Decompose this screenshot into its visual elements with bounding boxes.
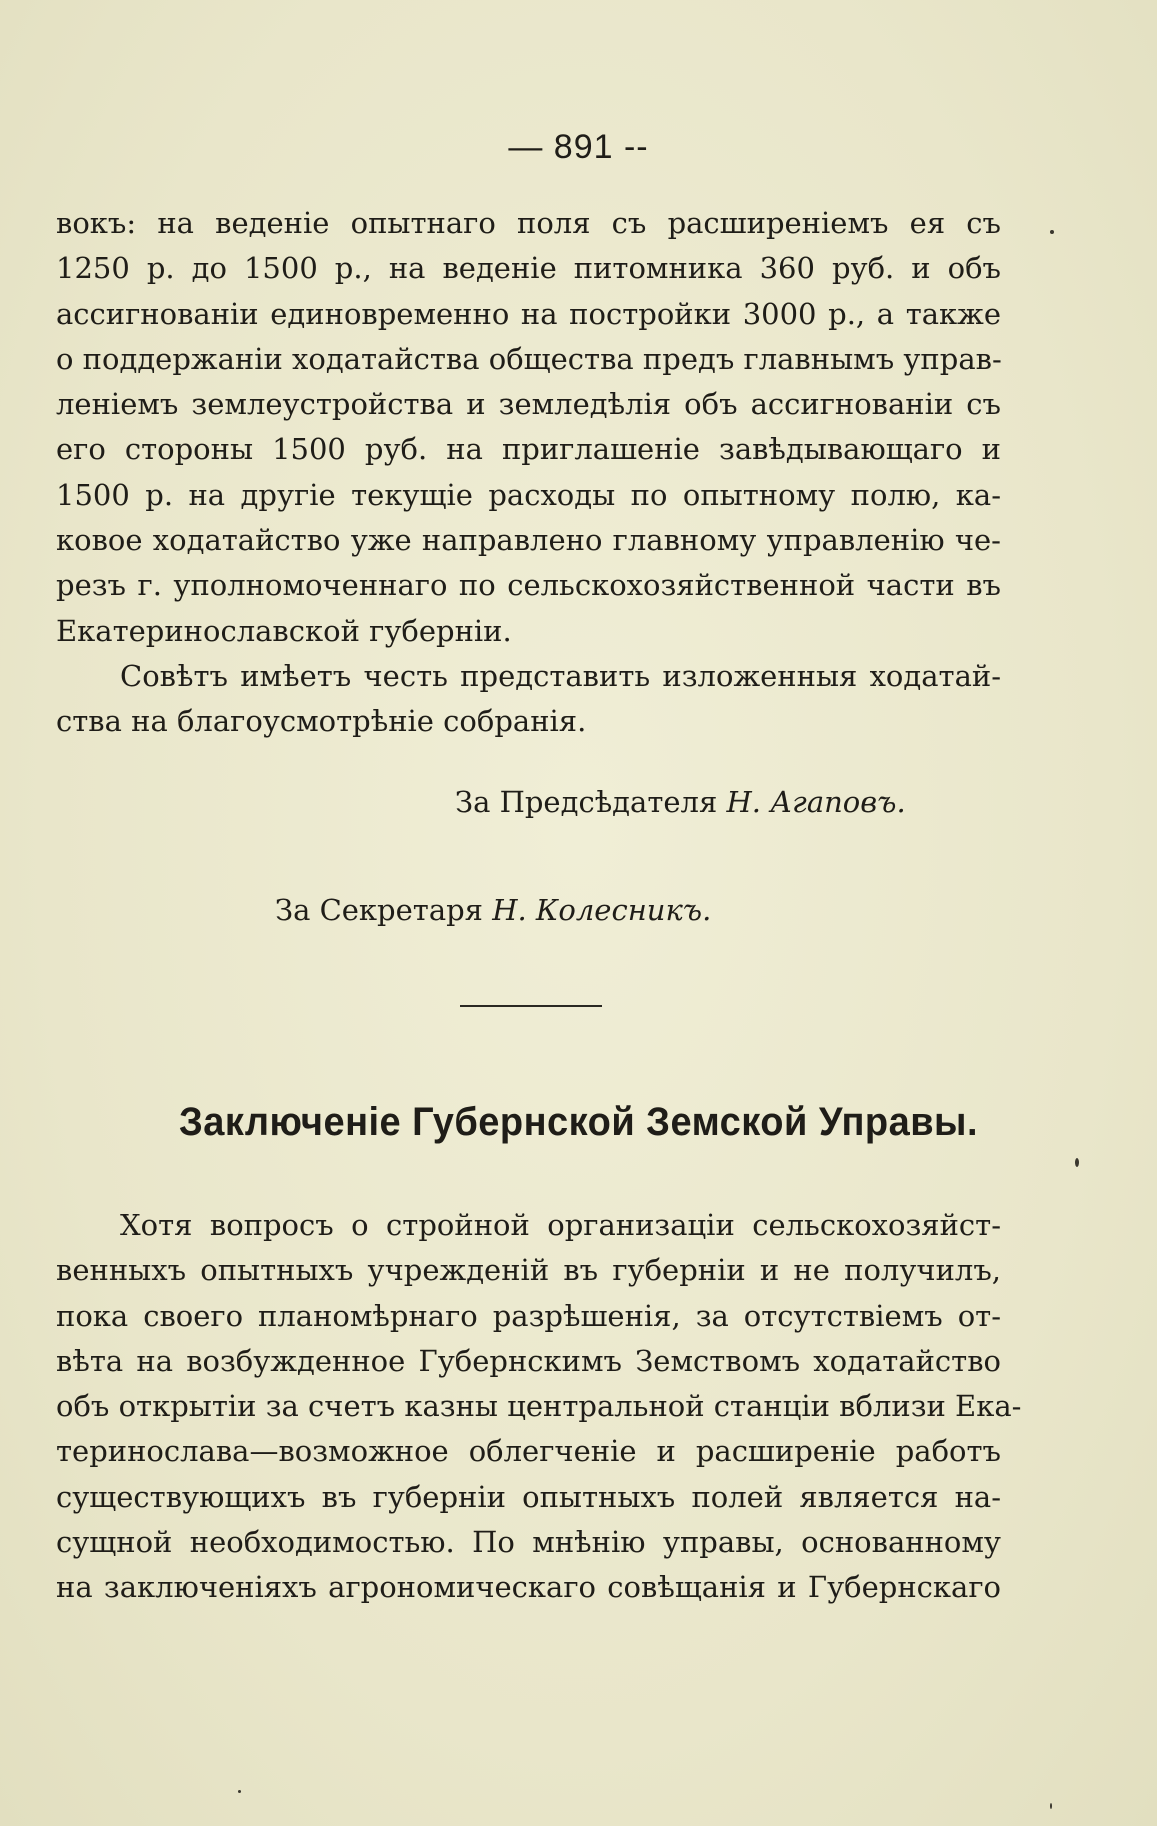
text-line: Екатеринославской губерніи.: [56, 613, 512, 648]
text-line: 1250 р. до 1500 р., на веденіе питомника 360 руб. и объ: [56, 251, 1001, 286]
text-line: ковое ходатайство уже направлено главному управленію че-: [56, 523, 1001, 558]
text-line: теринослава—возможное облегченіе и расширеніе работъ: [56, 1434, 1001, 1469]
paper-speck: [238, 1790, 241, 1793]
text-line: пока своего планомѣрнаго разрѣшенія, за отсутствіемъ от-: [56, 1298, 1001, 1333]
text-line: 1500 р. на другіе текущіе расходы по опытному полю, ка-: [56, 477, 1001, 512]
chairman-signature: [455, 785, 906, 819]
text-line: Совѣтъ имѣетъ честь представить изложенныя ходатай-: [120, 659, 1001, 693]
section-paragraph: [56, 1203, 1022, 1611]
text-line: ства на благоусмотрѣніе собранія.: [56, 704, 587, 739]
text-line: существующихъ въ губерніи опытныхъ полей является на-: [56, 1479, 1001, 1514]
text-line: на заключеніяхъ агрономическаго совѣщанія и Губернскаго: [56, 1570, 1001, 1605]
section-heading: Заключеніе Губернской Земской Управы.: [178, 1100, 979, 1144]
paper-speck: [1050, 1803, 1052, 1809]
chairman-name: Н. Агаповъ.: [726, 785, 906, 819]
paper-speck: [1075, 1158, 1079, 1167]
text-line: резъ г. уполномоченнаго по сельскохозяйственной части въ: [56, 568, 1001, 603]
text-line: вѣта на возбужденное Губернскимъ Земствомъ ходатайство: [56, 1343, 1001, 1378]
text-line: сущной необходимостью. По мнѣнію управы, основанному: [56, 1525, 1001, 1560]
secretary-prefix: За Секретаря: [275, 893, 483, 927]
text-line: его стороны 1500 руб. на приглашеніе завѣдывающаго и: [56, 432, 1001, 467]
secretary-name: Н. Колесникъ.: [492, 893, 712, 927]
text-line: вокъ: на веденіе опытнаго поля съ расширеніемъ ея съ: [56, 206, 1001, 240]
section-divider: [460, 1005, 602, 1007]
text-line: Хотя вопросъ о стройной организаціи сельскохозяйст-: [120, 1208, 1001, 1242]
paper-speck: [1050, 230, 1054, 234]
secretary-signature: [275, 893, 711, 927]
text-line: леніемъ землеустройства и земледѣлія объ ассигнованіи съ: [56, 387, 1001, 422]
text-line: о поддержаніи ходатайства общества предъ главнымъ управ-: [56, 341, 1002, 376]
text-line: венныхъ опытныхъ учрежденій въ губерніи и не получилъ,: [56, 1253, 1001, 1288]
chairman-prefix: За Предсѣдателя: [455, 785, 718, 819]
page-number: — 891 --: [508, 128, 649, 166]
council-paragraph: [56, 654, 1001, 745]
top-paragraph: [56, 201, 1001, 654]
text-line: ассигнованіи единовременно на постройки 3000 р., а также: [56, 296, 1001, 331]
text-line: объ открытіи за счетъ казны центральной станціи вблизи Ека-: [56, 1389, 1022, 1424]
